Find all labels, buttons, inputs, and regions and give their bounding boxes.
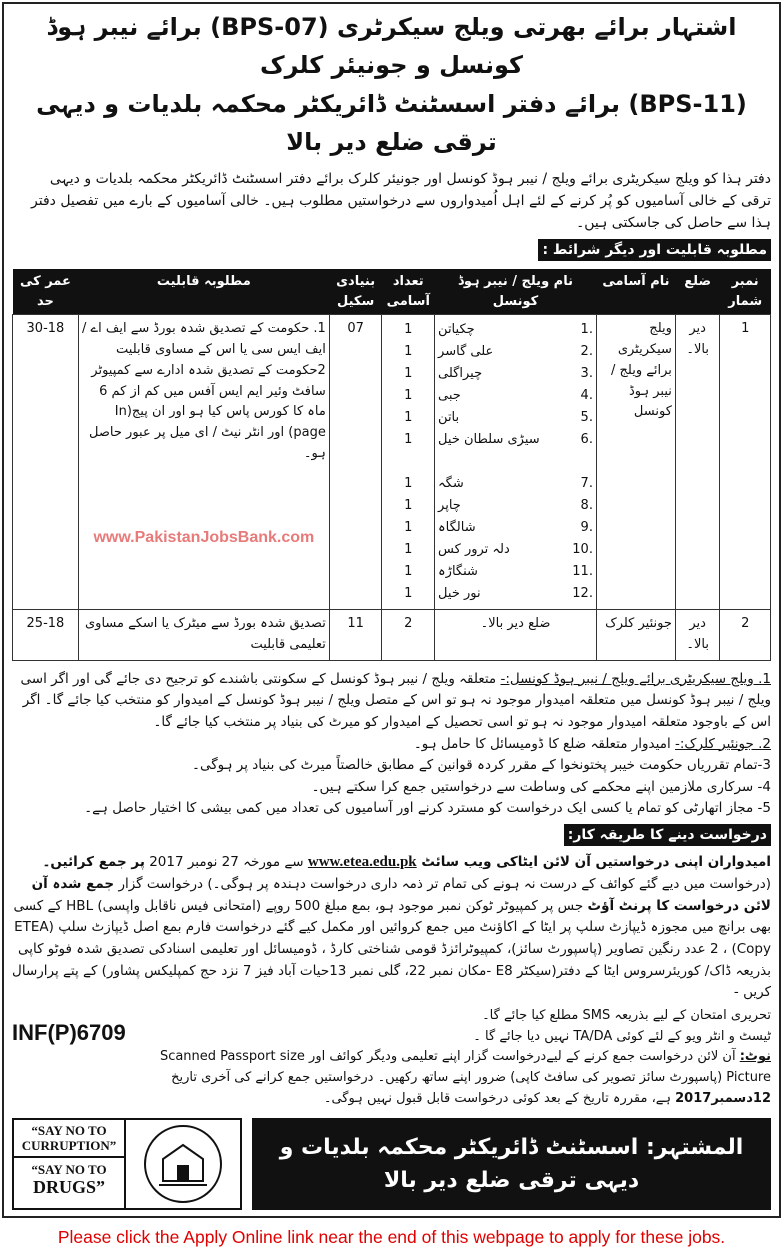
note-2: [12, 734, 771, 756]
ad-title-line-1: اشتہار برائے بھرتی ویلج سیکرٹری (BPS-07) برائے نیبر ہوڈ کونسل و جونیئر کلرک: [46, 13, 737, 80]
table-header-row: [13, 269, 771, 315]
scale: 07: [329, 315, 382, 610]
note-end: ہے، مقررہ تاریخ کے بعد کوئی درخواست قابل قبول نہیں ہوگی۔: [323, 1091, 676, 1107]
vacancies-table: [12, 269, 771, 661]
slogan-drugs-1: “SAY NO TO: [31, 1161, 107, 1177]
sms-note: تحریری امتحان کے لیے بذریعہ SMS مطلع کیا جائے گا۔: [482, 1007, 771, 1023]
post-name: جونئیر کلرک: [596, 610, 675, 661]
village-name: شالگاہ: [438, 520, 476, 536]
apply-instructions-cont: جس پر کمپیوٹر ٹوکن نمبر موجود ہو، بمع مبلغ 500 روپے (امتحانی فیس ناقابل واپسی) HBL کے کسی بھی برانچ میں مجوزہ ڈیپازٹ سلپ پر ایٹا کے اکاؤنٹ میں جمع کروائیں اور مکمل کیے گئے درخواست فارم بمع اصل ڈیپازٹ سلپ (ETEA Copy) ، 2 عدد رنگین تصاویر (پاسپورٹ سائز)، کمپیوٹرائزڈ قومی شناختی کارڈ ، ڈومیسائل اور تعلیمی اسنادکی تصدیق شدہ فوٹو کاپی بذریعہ ڈاک/ کوریئرسروس ایٹا کے دفتر(سیکٹر E8 -مکان نمبر 22، گلی نمبر 13حیات آباد فیز 7 نزد حج کمپلیکس پشاور) کے پتے پرارسال کریں -: [12, 897, 771, 1001]
government-emblem: [126, 1120, 240, 1208]
village-number: .6: [580, 432, 593, 448]
note-1-body: متعلقہ ویلج / نیبر ہوڈ کونسل کے سکونتی باشندے کو ترجیح دی جائے گی اور اگر اسی ویلج / نیبر ہوڈ کونسل میں متعلقہ امیدوار موجود نہ ہو تو اس کے متصل ویلج / نیبر ہوڈ کونسل کے امیدوار کو منتخب کیا جائے گا۔ اگر اس کے باوجود متعلقہ امیدوار موجود نہ ہو تو اسی تحصیل کے امیدوار کو میرٹ کی بنیاد پر منتخب کیا جائے گا۔: [20, 670, 771, 730]
village-number: .3: [580, 366, 593, 382]
deadline: 12دسمبر2017: [675, 1091, 771, 1107]
qualification: 1. حکومت کے تصدیق شدہ بورڈ سے ایف اے /ایف ایس سی یا اس کے مساوی قابلیت 2حکومت کے تصدیق شدہ ادارے سے کمپیوٹر سافٹ وئیر ایم ایس آفس میں کم از کم 6 ماہ کا کورس پاس کیا ہو اور ان پیج(In page) اور انٹر نیٹ / ای میل پر عبور حاصل ہو۔: [82, 321, 326, 461]
village-name: دلہ ترور کس: [438, 542, 510, 558]
district: دیر بالا۔: [675, 610, 720, 661]
inf-code: INF(P)6709: [12, 1019, 126, 1045]
note-text: آن لائن درخواست جمع کرنے کے لیےدرخواست گزار اپنے تعلیمی ودیگر کوائف اور Scanned Passport size Picture (پاسپورٹ سائز تصویر کی سافٹ کاپی) ضرور اپنے ساتھ رکھیں۔ درخواستیں جمع کرانے کی آخری تاریخ: [159, 1049, 771, 1086]
slogan-drugs-2: DRUGS”: [32, 1176, 105, 1197]
village-number: .7: [580, 476, 593, 492]
village-post-count: 1: [404, 542, 413, 558]
col-serial: نمبر شمار: [720, 269, 771, 315]
village-name: چکیاتن: [438, 322, 475, 338]
village-number: .1: [580, 322, 593, 338]
table-row: [13, 610, 771, 661]
village-item: [438, 495, 593, 517]
slogan-corruption: “SAY NO TO CURRUPTION”: [14, 1123, 124, 1158]
slogan-logo-box: [12, 1118, 242, 1210]
qualification-cell: [78, 315, 329, 610]
slogans: [14, 1120, 126, 1208]
village-post-count: 1: [404, 322, 413, 338]
village-name: چیراگلی: [438, 366, 483, 382]
village-item: [438, 319, 593, 341]
watermark: www.PakistanJobsBank.com: [93, 528, 315, 546]
district: دیر بالا۔: [675, 315, 720, 610]
village-post-count: 1: [404, 344, 413, 360]
job-advertisement: [2, 2, 781, 1218]
col-district: ضلع: [675, 269, 720, 315]
village-number: .2: [580, 344, 593, 360]
post-name: ویلج سیکریٹری برائے ویلج / نیبر ہوڈ کونسل: [596, 315, 675, 610]
tada-note: ٹیسٹ و انٹر ویو کے لئے کوئی TA/DA نہیں دیا جائے گا ۔: [473, 1028, 771, 1044]
village-number: .4: [580, 388, 593, 404]
village-list: [435, 315, 597, 610]
ad-title-line-2: (BPS-11) برائے دفتر اسسٹنٹ ڈائریکٹر محکمہ بلدیات و دیہی ترقی ضلع دیر بالا: [36, 89, 747, 157]
village-item: [438, 517, 593, 539]
note-4: 4- سرکاری ملازمین اپنے محکمے کی وساطت سے درخواستیں جمع کرا سکتے ہیں۔: [311, 778, 771, 795]
village-item: [438, 363, 593, 385]
village-post-count: 1: [404, 476, 413, 492]
note-5: 5- مجاز اتھارٹی کو تمام یا کسی ایک درخواست کو مسترد کرنے اور آسامیوں کی تعداد میں کمی بیشی کا اختیار حاصل ہے۔: [84, 800, 771, 817]
notes: [12, 669, 771, 820]
post-counts: [382, 315, 435, 610]
note-3: 3-تمام تقرریاں حکومت خیبر پختونخوا کے مقرر کردہ قوانین کے مطابق خالصتاً میرٹ کی بنیاد پر ہوگی۔: [192, 757, 771, 774]
age-limit: 25-18: [13, 610, 79, 661]
scale: 11: [329, 610, 382, 661]
village-post-count: 1: [404, 410, 413, 426]
section-heading-apply: درخواست دینے کا طریقہ کار:: [564, 824, 771, 846]
village-name: چاپر: [438, 498, 461, 514]
village-item: [438, 385, 593, 407]
serial: 2: [720, 610, 771, 661]
village-post-count: 1: [404, 586, 413, 602]
advertiser-footer: المشتہر: اسسٹنٹ ڈائریکٹر محکمہ بلدیات و دیہی ترقی ضلع دیر بالا: [252, 1118, 771, 1210]
village-name: نور خیل: [438, 586, 481, 602]
serial: 1: [720, 315, 771, 610]
website-link[interactable]: www.etea.edu.pk: [307, 854, 417, 871]
village-number: .5: [580, 410, 593, 426]
apply-printout: جمع شدہ آن لائن درخواست کا پرنٹ آؤٹ: [31, 876, 771, 914]
village-item: [438, 561, 593, 583]
village-post-count: 1: [404, 366, 413, 382]
note-label: نوٹ:: [739, 1049, 771, 1065]
note-1-title: 1. ویلج سیکریٹری برائے ویلج / نیبر ہوڈ کونسل:-: [500, 670, 771, 687]
apply-text-end: پر جمع کرائیں۔: [42, 854, 145, 871]
age-limit: 30-18: [13, 315, 79, 610]
village-item: [438, 539, 593, 561]
note-2-title: 2. جونئیر کلرک:-: [675, 735, 771, 752]
village-item: [438, 341, 593, 363]
note-1: [12, 669, 771, 734]
village: ضلع دیر بالا۔: [435, 610, 597, 661]
apply-procedure: [12, 850, 771, 1004]
intro-paragraph: دفتر ہذا کو ویلج سیکریٹری برائے ویلج / نیبر ہوڈ کونسل اور جونیئر کلرک برائے دفتر اسسٹنٹ ڈائریکٹر محکمہ بلدیات و دیہی ترقی کے خالی آسامیوں کو پُر کرنے کے لئے اہل اُمیدواروں سے درخواستیں مطلوب ہیں۔ خالی آسامیوں کے بارے میں تفصیل دفتر ہذا سے حاصل کی جاسکتی ہیں۔: [31, 170, 771, 232]
col-post: نام آسامی: [596, 269, 675, 315]
section-heading-conditions: مطلوبہ قابلیت اور دیگر شرائط :: [538, 239, 771, 261]
table-row: [13, 315, 771, 610]
apply-date: سے مورخہ 27 نومبر 2017: [144, 854, 308, 871]
apply-online-notice: Please click the Apply Online link near the end of this webpage to apply for these jobs.: [57, 1226, 726, 1247]
col-count: تعداد آسامی: [382, 269, 435, 315]
village-number: .12: [572, 586, 593, 602]
qualification: تصدیق شدہ بورڈ سے میٹرک یا اسکے مساوی تعلیمی قابلیت: [78, 610, 329, 661]
col-qualification: مطلوبہ قابلیت: [78, 269, 329, 315]
village-number: .11: [572, 564, 593, 580]
village-number: .9: [580, 520, 593, 536]
village-post-count: 1: [404, 388, 413, 404]
village-item: [438, 429, 593, 473]
kp-emblem-icon: [133, 1121, 233, 1207]
village-post-count: 1: [404, 520, 413, 536]
village-post-count: 1: [404, 498, 413, 514]
village-item: [438, 407, 593, 429]
village-name: شگہ: [438, 476, 464, 492]
village-name: علی گاسر: [438, 344, 494, 360]
col-scale: بنیادی سکیل: [329, 269, 382, 315]
apply-text: امیدواران اپنی درخواستیں آن لائن ایٹاکی ویب سائٹ: [421, 854, 771, 871]
village-number: .8: [580, 498, 593, 514]
village-name: باتن: [438, 410, 460, 426]
village-name: سیڑی سلطان خیل: [438, 432, 540, 448]
village-item: [438, 583, 593, 605]
village-name: جبی: [438, 388, 461, 404]
village-post-count: 1: [404, 432, 413, 448]
apply-instructions: (درخواست میں دیے گئے کوائف کے درست نہ ہونے کی تمام تر ذمہ داری درخواست دہندہ پر ہوگی۔) درخواست گزار: [114, 876, 771, 893]
late-notes: [138, 1006, 771, 1110]
col-age: عمر کی حد: [13, 269, 79, 315]
village-name: شنگاڑہ: [438, 564, 478, 580]
post-count: 2: [382, 610, 435, 661]
village-number: .10: [572, 542, 593, 558]
village-item: [438, 473, 593, 495]
col-village: نام ویلج / نیبر ہوڈ کونسل: [435, 269, 597, 315]
village-post-count: 1: [404, 564, 413, 580]
note-2-body: امیدوار متعلقہ ضلع کا ڈومیسائل کا حامل ہو۔: [413, 735, 675, 752]
